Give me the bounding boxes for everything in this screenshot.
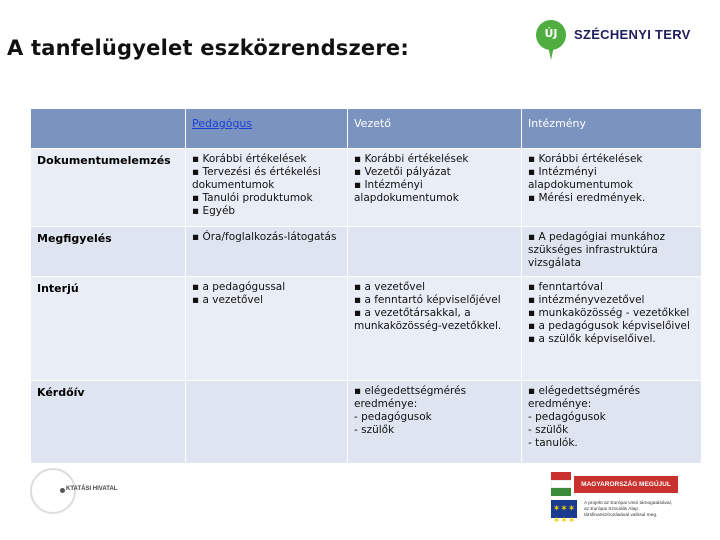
table-cell: [348, 149, 521, 226]
row-label-text: Kérdőív: [37, 386, 85, 399]
cell-line: ▪ Tervezési és értékelési dokumentumok: [192, 166, 321, 191]
eu-text-line: társfinanszírozásával valósul meg.: [584, 513, 658, 518]
table-cell: [186, 277, 347, 380]
row-label-text: Megfigyelés: [37, 232, 112, 245]
header-vezeto: [348, 109, 521, 148]
cell-line: ▪ Mérési eredmények.: [528, 192, 646, 204]
evaluation-tools-table: [31, 109, 701, 463]
cell-line: ▪ a vezetőtársakkal, a munkaközösség-vezetőkkel.: [354, 307, 502, 332]
cell-line: - szülők: [528, 424, 569, 436]
cell-line: ▪ Korábbi értékelések: [528, 153, 643, 165]
table-cell: [522, 227, 701, 276]
table-cell: [348, 227, 521, 276]
row-label-text: Dokumentumelemzés: [37, 154, 171, 167]
column-header[interactable]: Pedagógus: [192, 117, 253, 130]
pin-icon: [548, 46, 554, 60]
table-cell: [522, 381, 701, 463]
cell-line: ▪ Korábbi értékelések: [354, 153, 469, 165]
oktatasi-hivatal-text: KTATÁSI HIVATAL: [66, 486, 118, 492]
row-label: [31, 381, 185, 463]
cell-line: ▪ Tanulói produktumok: [192, 192, 313, 204]
cell-line: ▪ a szülők képviselőivel.: [528, 333, 656, 345]
page-title: A tanfelügyelet eszközrendszere:: [7, 36, 409, 60]
magyarorszag-megujul-logo: [551, 472, 681, 524]
cell-line: ▪ Korábbi értékelések: [192, 153, 307, 165]
cell-line: ▪ a vezetővel: [192, 294, 264, 306]
cell-line: ▪ elégedettségmérés eredménye:: [354, 385, 467, 410]
table-cell: [186, 149, 347, 226]
eu-flag-icon: ✶✶✶ ✶✶✶: [551, 500, 577, 518]
column-header: Vezető: [354, 117, 392, 130]
cell-line: - pedagógusok: [354, 411, 432, 423]
table-cell: [348, 381, 521, 463]
cell-line: ▪ A pedagógiai munkához szükséges infrastruktúra vizsgálata: [528, 231, 666, 269]
row-label: [31, 227, 185, 276]
cell-line: - szülők: [354, 424, 395, 436]
table-cell: [522, 149, 701, 226]
megujul-banner: MAGYARORSZÁG MEGÚJUL: [574, 476, 678, 493]
table-cell: [348, 277, 521, 380]
column-header: Intézmény: [528, 117, 587, 130]
oktatasi-hivatal-logo: [30, 468, 160, 516]
cell-line: ▪ a vezetővel: [354, 281, 426, 293]
table-cell: [522, 277, 701, 380]
cell-line: ▪ Intézményi alapdokumentumok: [354, 179, 459, 204]
header-intezmeny: [522, 109, 701, 148]
cell-line: ▪ Intézményi alapdokumentumok: [528, 166, 633, 191]
cell-line: ▪ a fenntartó képviselőjével: [354, 294, 501, 306]
szechenyi-terv-logo: [536, 20, 708, 70]
row-label: [31, 149, 185, 226]
hungarian-flag-icon: [551, 472, 571, 496]
brand-name: SZÉCHENYI TERV: [574, 27, 691, 42]
cell-line: ▪ Egyéb: [192, 205, 236, 217]
eu-text-line: az Európai Szociális Alap: [584, 507, 638, 512]
cell-line: - tanulók.: [528, 437, 578, 449]
eu-text-line: A projekt az Európai Unió támogatásával,: [584, 501, 672, 506]
cell-line: ▪ Vezetői pályázat: [354, 166, 451, 178]
header-corner: [31, 109, 185, 148]
cell-line: ▪ a pedagógusok képviselőivel: [528, 320, 690, 332]
table-cell: [186, 227, 347, 276]
cell-line: - pedagógusok: [528, 411, 606, 423]
eu-support-text: [584, 501, 684, 519]
table-cell: [186, 381, 347, 463]
cell-line: ▪ Óra/foglalkozás-látogatás: [192, 231, 337, 243]
cell-line: ▪ intézményvezetővel: [528, 294, 645, 306]
cell-line: ▪ elégedettségmérés eredménye:: [528, 385, 641, 410]
cell-line: ▪ munkaközösség - vezetőkkel: [528, 307, 690, 319]
cell-line: ▪ a pedagógussal: [192, 281, 286, 293]
cell-line: ▪ fenntartóval: [528, 281, 603, 293]
dot-icon: [60, 488, 65, 493]
badge-letter: ÚJ: [544, 27, 558, 40]
row-label: [31, 277, 185, 380]
header-pedagogus: [186, 109, 347, 148]
row-label-text: Interjú: [37, 282, 79, 295]
